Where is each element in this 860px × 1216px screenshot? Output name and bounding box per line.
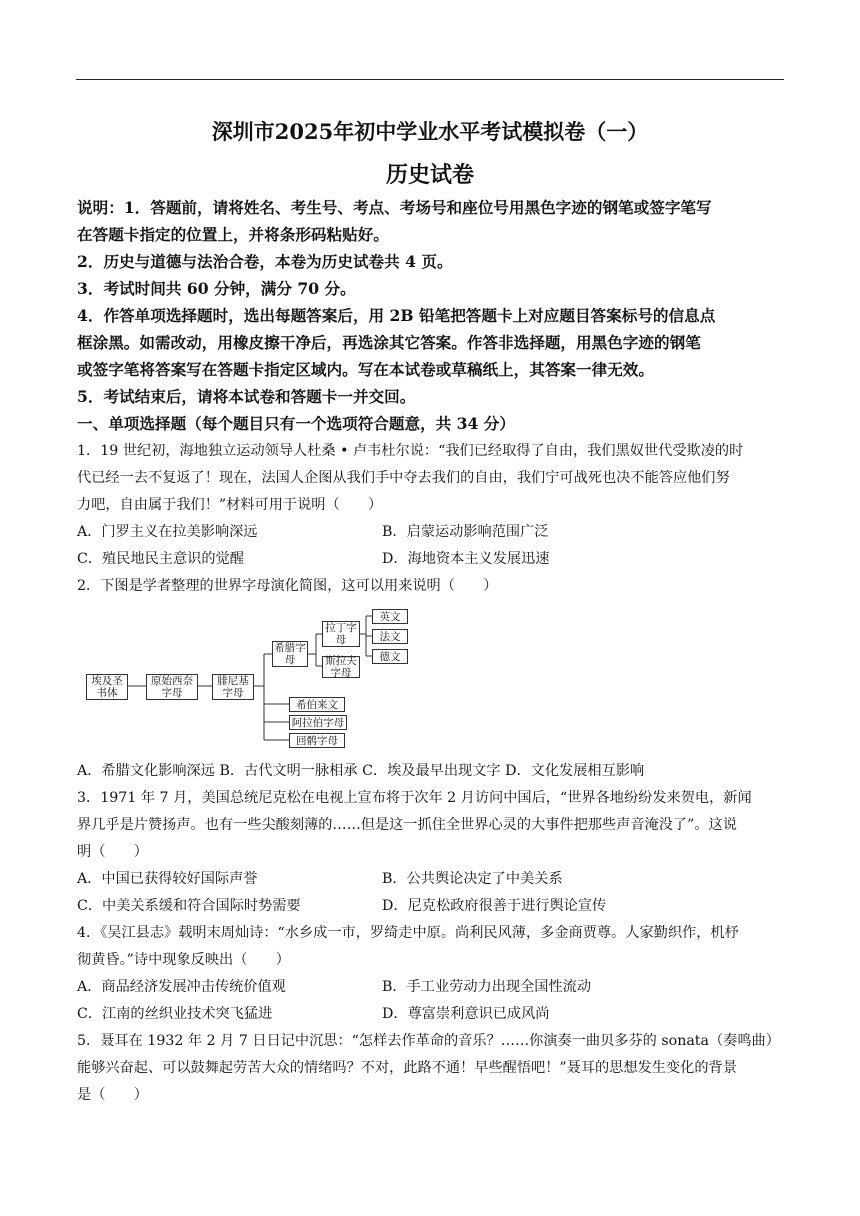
q5-stem: 是（ ）	[77, 1087, 148, 1103]
instruction-line: 或签字笔将答案写在答题卡指定区域内。写在本试卷或草稿纸上，其答案一律无效。	[77, 360, 654, 379]
q1-stem: 力吧，自由属于我们！”材料可用于说明（ ）	[77, 497, 383, 513]
q2-stem: 2．下图是学者整理的世界字母演化简图，这可以用来说明（ ）	[77, 578, 498, 594]
q1-option-b[interactable]: B．启蒙运动影响范围广泛	[382, 524, 549, 540]
box-uyghur: 回鹘字母	[289, 733, 345, 748]
box-proto-sinaitic: 原始西奈字母	[146, 674, 198, 700]
instruction-line: 框涂黑。如需改动，用橡皮擦干净后，再选涂其它答案。作答非选择题，用黑色字迹的钢笔	[77, 333, 701, 352]
q5-stem: 能够兴奋起、可以鼓舞起劳苦大众的情绪吗？不对，此路不通！早些醒悟吧！”聂耳的思想发生变化的背景	[77, 1060, 737, 1076]
box-arabic: 阿拉伯字母	[289, 715, 347, 730]
instruction-line: 4．作答单项选择题时，选出每题答案后，用 2B 铅笔把答题卡上对应题目答案标号的信息点	[77, 306, 716, 325]
q1-option-c[interactable]: C．殖民地民主意识的觉醒	[77, 551, 244, 567]
instruction-line: 5．考试结束后，请将本试卷和答题卡一并交回。	[77, 387, 416, 406]
q5-stem: 5．聂耳在 1932 年 2 月 7 日日记中沉思：“怎样去作革命的音乐？……你演奏一曲贝多芬的 sonata（奏鸣曲）	[77, 1033, 780, 1049]
q4-option-c[interactable]: C．江南的丝织业技术突飞猛进	[77, 1006, 273, 1022]
instruction-line: 说明：1．答题前，请将姓名、考生号、考点、考场号和座位号用黑色字迹的钢笔或签字笔写	[77, 198, 712, 217]
box-english: 英文	[372, 609, 408, 624]
box-latin: 拉丁字母	[322, 621, 360, 647]
page-subtitle: 历史试卷	[385, 162, 474, 188]
box-phoenician: 腓尼基字母	[212, 674, 254, 700]
q4-stem: 4．《吴江县志》载明末周灿诗：“水乡成一市，罗绮走中原。尚利民风薄，多金商贾尊。人家勤织作，机杼	[77, 925, 739, 941]
q4-stem: 彻黄昏。”诗中现象反映出（ ）	[77, 952, 290, 968]
q3-option-c[interactable]: C．中美关系缓和符合国际时势需要	[77, 898, 301, 914]
box-german: 德文	[372, 649, 408, 664]
box-french: 法文	[372, 629, 408, 644]
q3-stem: 界几乎是片赞扬声。也有一些尖酸刻薄的……但是这一抓住全世界心灵的大事件把那些声音淹没了”。这说	[77, 817, 737, 833]
box-slavic: 斯拉夫字母	[322, 656, 360, 678]
box-greek: 希腊字母	[272, 641, 308, 667]
q1-stem: 1．19 世纪初，海地独立运动领导人杜桑 • 卢韦杜尔说：“我们已经取得了自由，我们黑奴世代受欺凌的时	[77, 443, 744, 459]
q1-stem: 代已经一去不复返了！现在，法国人企图从我们手中夺去我们的自由，我们宁可战死也决不能答应他们努	[77, 470, 730, 486]
box-egyptian: 埃及圣书体	[86, 674, 128, 700]
q3-option-d[interactable]: D．尼克松政府很善于进行舆论宣传	[382, 898, 607, 914]
q2-options[interactable]: A．希腊文化影响深远 B．古代文明一脉相承 C．埃及最早出现文字 D．文化发展相互影响	[77, 763, 645, 779]
q1-option-a[interactable]: A．门罗主义在拉美影响深远	[77, 524, 258, 540]
instruction-line: 2．历史与道德与法治合卷，本卷为历史试卷共 4 页。	[77, 252, 453, 271]
section-heading: 一、单项选择题（每个题目只有一个选项符合题意，共 34 分）	[77, 414, 515, 433]
q1-option-d[interactable]: D．海地资本主义发展迅速	[382, 551, 550, 567]
q3-stem: 明（ ）	[77, 844, 148, 860]
instruction-line: 在答题卡指定的位置上，并将条形码粘贴好。	[77, 225, 389, 244]
q4-option-b[interactable]: B．手工业劳动力出现全国性流动	[382, 979, 592, 995]
q3-option-a[interactable]: A．中国已获得较好国际声誉	[77, 871, 258, 887]
box-hebrew: 希伯来文	[289, 697, 345, 712]
q4-option-a[interactable]: A．商品经济发展冲击传统价值观	[77, 979, 286, 995]
q3-option-b[interactable]: B．公共舆论决定了中美关系	[382, 871, 563, 887]
q3-stem: 3．1971 年 7 月，美国总统尼克松在电视上宣布将于次年 2 月访问中国后，“世界各地纷纷发来贺电，新闻	[77, 790, 752, 806]
alphabet-evolution-diagram	[82, 604, 422, 754]
instruction-line: 3．考试时间共 60 分钟，满分 70 分。	[77, 279, 356, 298]
header-rule	[76, 79, 784, 80]
q4-option-d[interactable]: D．尊富崇利意识已成风尚	[382, 1006, 550, 1022]
page-title: 深圳市2025年初中学业水平考试模拟卷（一）	[211, 119, 649, 144]
